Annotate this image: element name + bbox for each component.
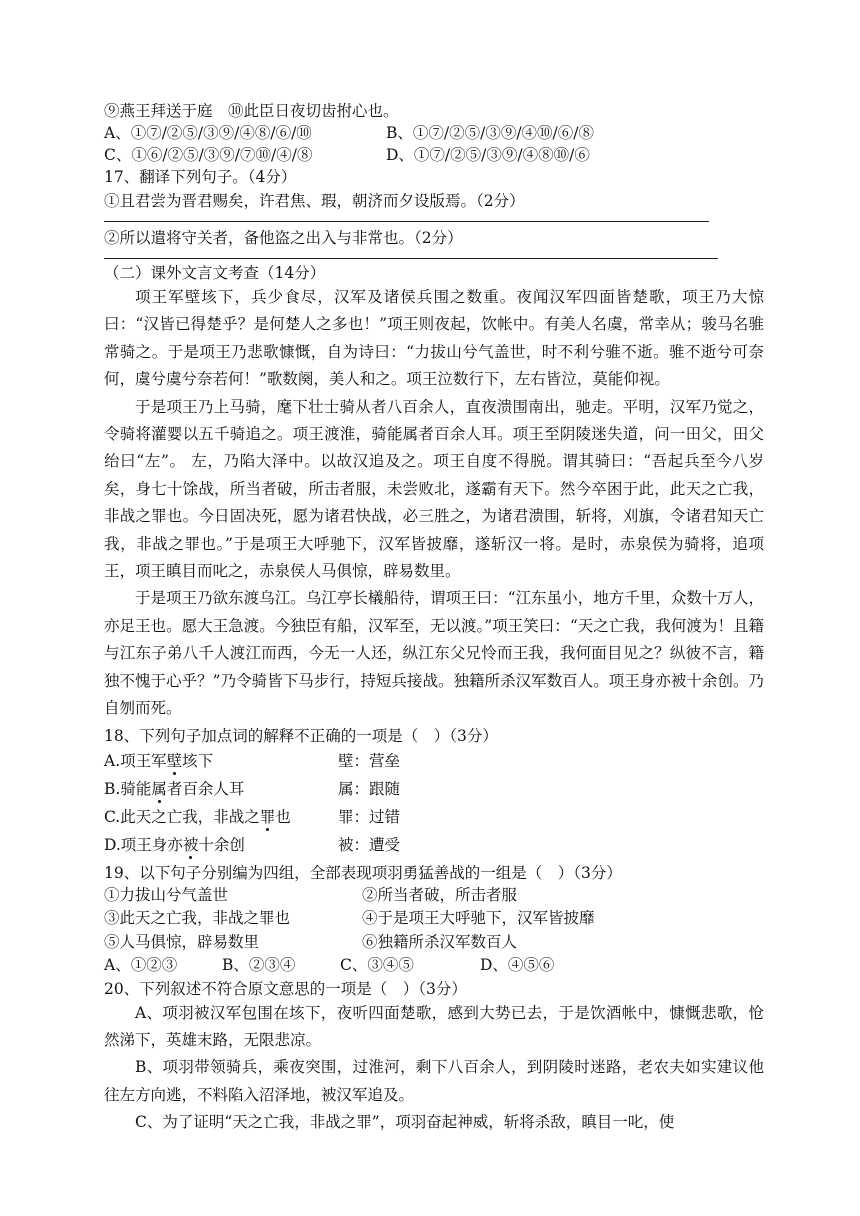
q19-items-row1: [104, 884, 764, 908]
q18-explanation-a: 壁：营垒: [338, 751, 401, 770]
dotted-word: 属: [151, 779, 167, 798]
q18-explanation-c: 罪：过错: [338, 807, 401, 826]
q18-title: 18、下列句子加点词的解释不正确的一项是（ ）（3分）: [104, 726, 498, 745]
q16-item-line: ⑨燕王拜送于庭 ⑩此臣日夜切齿拊心也。: [104, 102, 399, 120]
q16-options-row2: [104, 144, 764, 166]
q20-option-b: B、项羽带领骑兵，乘夜突围，过淮河，剩下八百余人，到阴陵时迷路，老农夫如实建议他往左方向逃，不料陷入沼泽地，被汉军追及。: [104, 1058, 764, 1104]
passage-paragraph-3: 于是项王乃欲东渡乌江。乌江亭长檥船待，谓项王曰：“江东虽小，地方千里，众数十万人，亦足王也。愿大王急渡。今独臣有船，汉军至，无以渡。”项王笑曰：“天之亡我，我何渡为！且籍与江东子弟八千人渡江而西，今无一人还，纵江东父兄怜而王我，我何面目见之？纵彼不言，籍独不愧于心乎？”乃令骑皆下马步行，持短兵接战。独籍所杀汉军数百人。项王身亦被十余创。乃自刎而死。: [104, 589, 764, 718]
q20-title: 20、下列叙述不符合原文意思的一项是（ ）（3分）: [104, 979, 467, 998]
passage-paragraph-2: 于是项王乃上马骑，麾下壮士骑从者八百余人，直夜溃围南出，驰走。平明，汉军乃觉之，令骑将灌婴以五千骑追之。项王渡淮，骑能属者百余人耳。项王至阴陵迷失道，问一田父，田父绐曰“左”。 左，乃陷大泽中。以故汉追及之。项王自度不得脱。谓其骑曰：“吾起兵至今八岁矣，身七十馀战，所当者破，所击者服，未尝败北，遂霸有天下。然今卒困于此，此天之亡我，非战之罪也。今日固决死，愿为诸君快战，必三胜之，为诸君溃围，斩将，刈旗，令诸君知天亡我，非战之罪也。”于是项王大呼驰下，汉军皆披靡，遂斩汉一将。是时，赤泉侯为骑将，追项王，项王瞋目而叱之，赤泉侯人马俱惊，辟易数里。: [104, 397, 764, 581]
dotted-word: 壁: [166, 751, 183, 770]
q19-items-row3: [104, 931, 764, 955]
q17-sentence-1: ①且君尝为晋君赐矣，许君焦、瑕，朝济而夕设版焉。（2分）: [104, 192, 525, 210]
q17-answer-line-2: [104, 258, 718, 259]
q19-choice-a: A、①②③: [104, 956, 178, 974]
q19-title: 19、以下句子分别编为四组，全部表现项羽勇猛善战的一组是（ ）（3分）: [104, 863, 622, 882]
q17-sentence-2: ②所以遣将守关者，备他盗之出入与非常也。（2分）: [104, 229, 463, 247]
dotted-word: 被: [182, 835, 199, 854]
q19-choice-c: C、③④⑤: [340, 956, 414, 974]
q18-explanation-b: 属：跟随: [338, 779, 401, 798]
q18-option-d: D.项王身亦被十余创 被：遭受: [104, 831, 764, 859]
q19-item-3: ③此天之亡我，非战之罪也: [104, 909, 291, 927]
q19-item-1: ①力拔山兮气盖世: [104, 885, 229, 904]
q19-item-4: ④于是项王大呼驰下，汉军皆披靡: [362, 909, 595, 927]
section2-title: （二）课外文言文考查（14分）: [104, 264, 326, 282]
q16-option-a: A、①⑦/②⑤/③⑨/④⑧/⑥/⑩: [104, 124, 312, 142]
q19-item-5: ⑤人马俱惊，辟易数里: [104, 932, 260, 951]
q16-option-d: D、①⑦/②⑤/③⑨/④⑧⑩/⑥: [386, 146, 590, 164]
q16-option-b: B、①⑦/②⑤/③⑨/④⑩/⑥/⑧: [386, 124, 595, 142]
q16-option-c: C、①⑥/②⑤/③⑨/⑦⑩/④/⑧: [104, 146, 313, 164]
q19-choice-b: B、②③④: [222, 956, 296, 974]
q18-explanation-d: 被：遭受: [338, 835, 401, 854]
q19-item-6: ⑥独籍所杀汉军数百人: [362, 932, 518, 951]
q20-option-a: A、项羽被汉军包围在垓下，夜听四面楚歌，感到大势已去，于是饮酒帐中，慷慨悲歌，怆然涕下，英雄末路，无限悲凉。: [104, 1003, 764, 1049]
q17-title: 17、翻译下列句子。（4分）: [104, 168, 297, 186]
q18-option-c: C.此天之亡我，非战之罪也 罪：过错: [104, 803, 764, 831]
q18-option-b: B.骑能属者百余人耳 属：跟随: [104, 775, 764, 803]
q20-option-c: C、为了证明“天之亡我，非战之罪”，项羽奋起神威，斩将杀敌，瞋目一叱，使: [135, 1113, 675, 1132]
q16-options-row1: [104, 122, 764, 144]
q18-option-a: A.项王军壁垓下 壁：营垒: [104, 747, 764, 775]
q19-choices: [104, 954, 764, 978]
dotted-word: 罪: [259, 807, 276, 826]
passage-paragraph-1: 项王军壁垓下，兵少食尽，汉军及诸侯兵围之数重。夜闻汉军四面皆楚歌，项王乃大惊曰：“汉皆已得楚乎？是何楚人之多也！”项王则夜起，饮帐中。有美人名虞，常幸从；骏马名骓常骑之。于是项王乃悲歌慷慨，自为诗曰：“力拔山兮气盖世，时不利兮骓不逝。骓不逝兮可奈何，虞兮虞兮奈若何！”歌数阕，美人和之。项王泣数行下，左右皆泣，莫能仰视。: [104, 288, 764, 389]
q17-answer-line-1: [104, 221, 709, 222]
q19-items-row2: [104, 907, 764, 931]
exam-page: [104, 100, 764, 1137]
q19-choice-d: D、④⑤⑥: [480, 956, 555, 974]
q19-item-2: ②所当者破，所击者服: [362, 885, 518, 904]
